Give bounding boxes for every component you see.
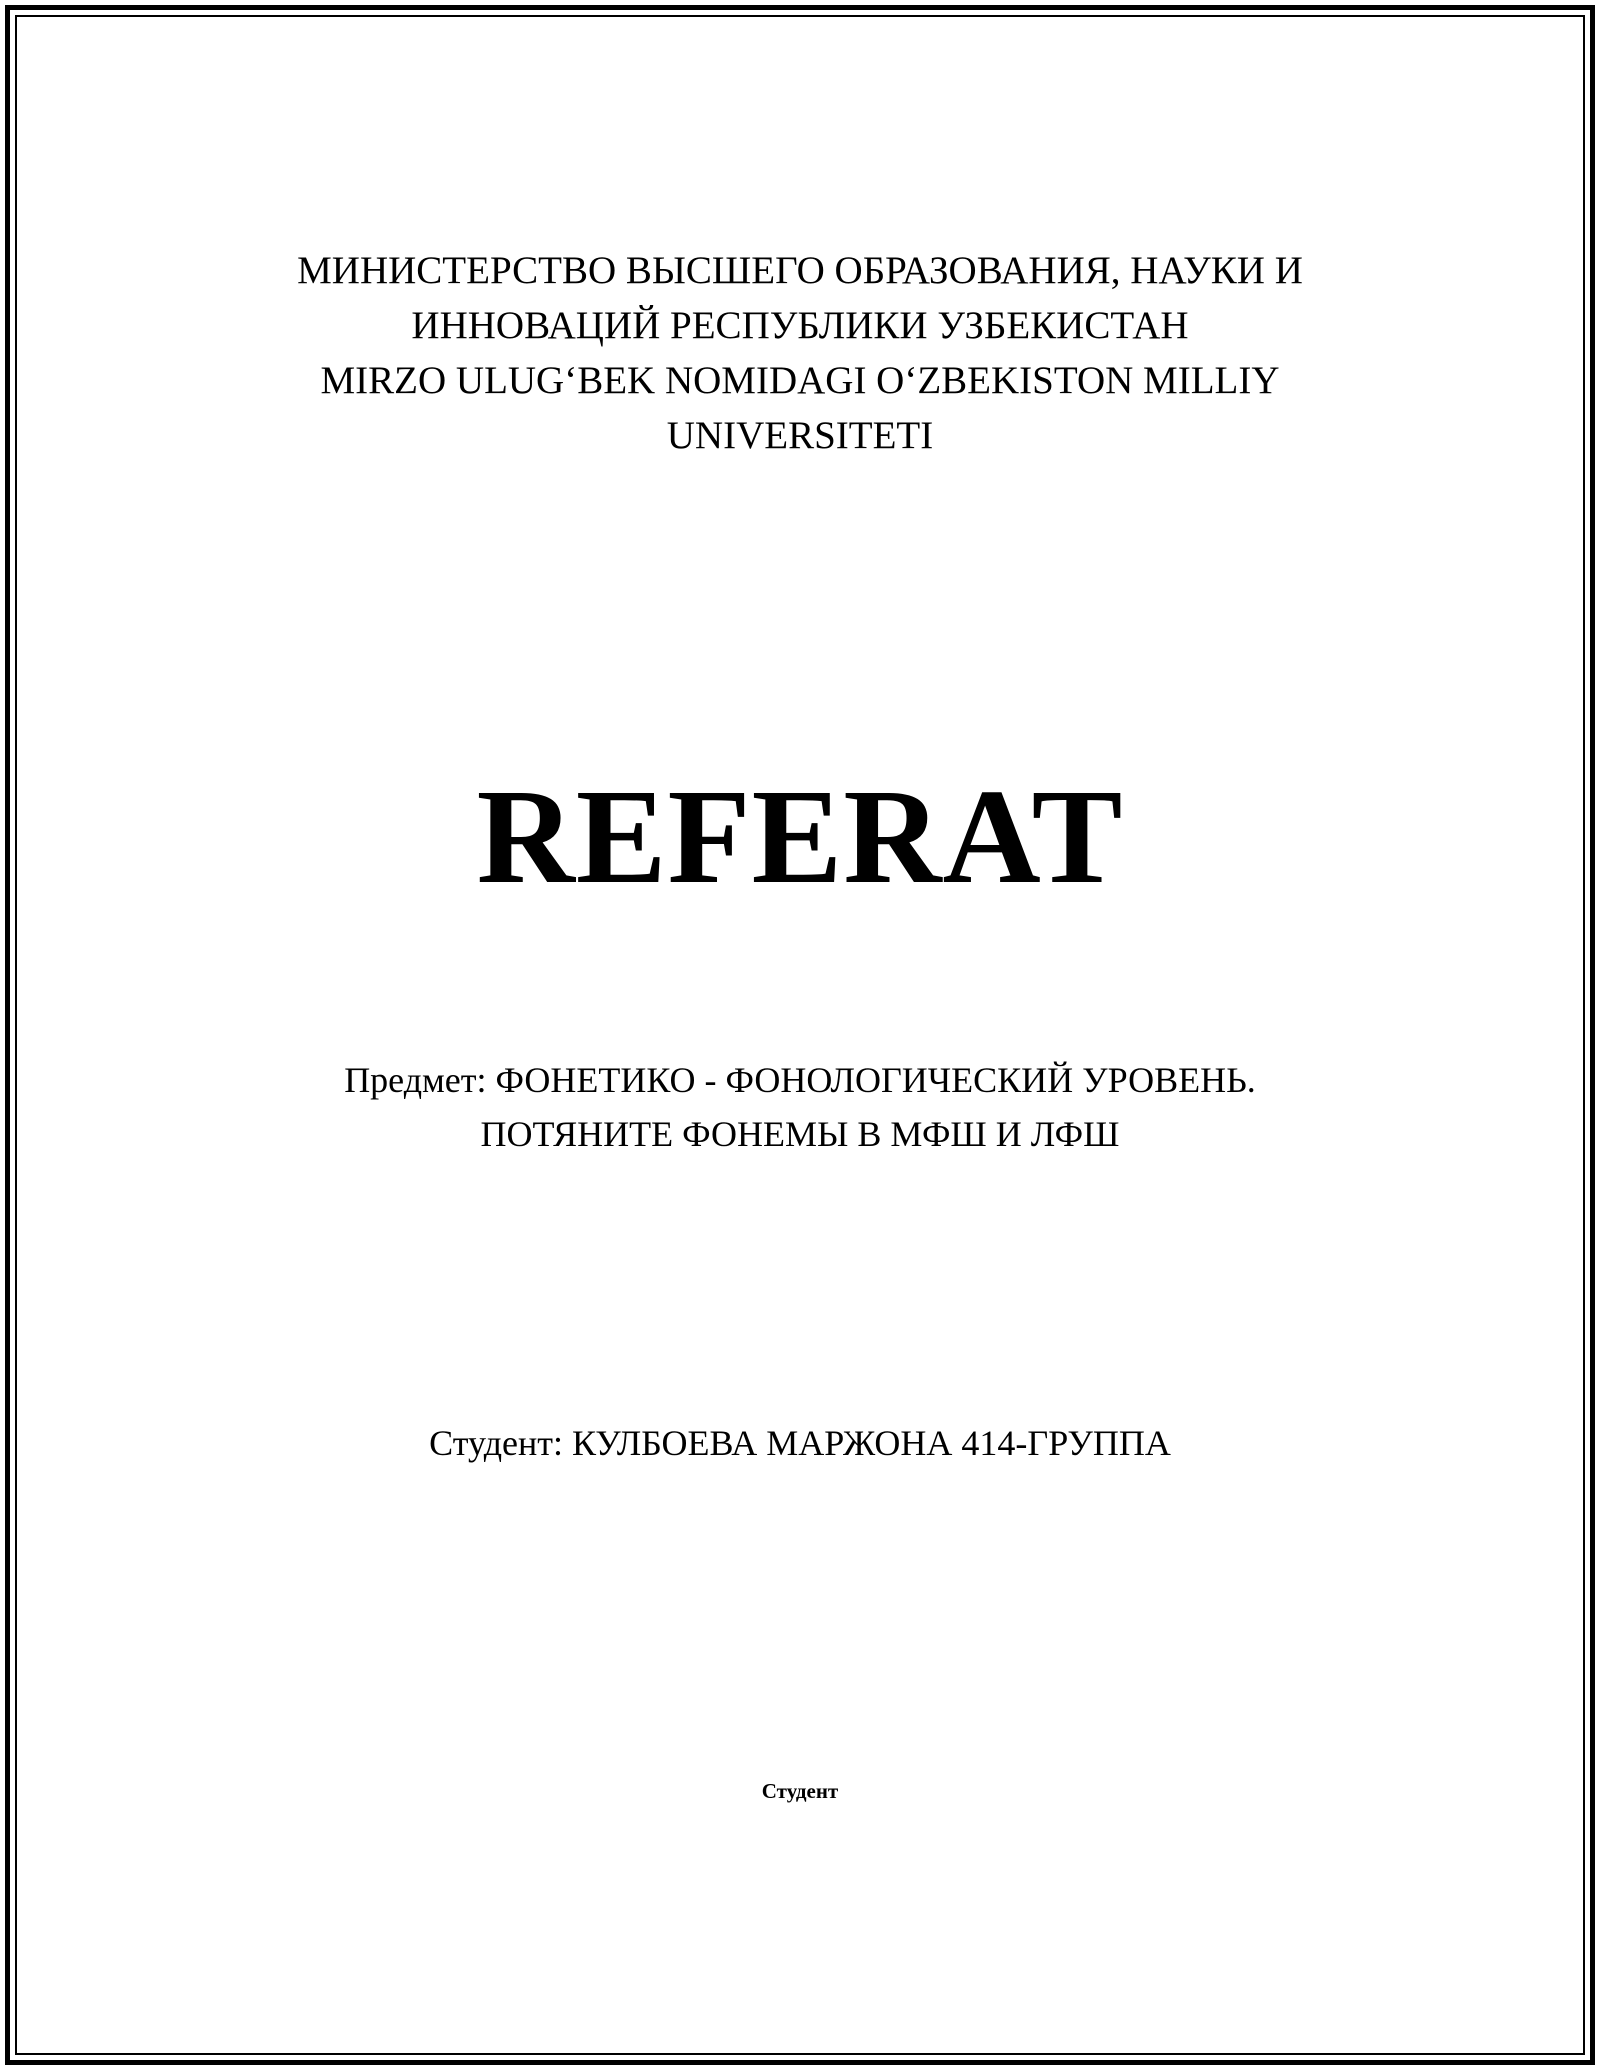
subject-line: ПОТЯНИТЕ ФОНЕМЫ В МФШ И ЛФШ — [480, 1114, 1120, 1154]
institution-header — [0, 243, 1600, 463]
document-title: REFERAT — [476, 762, 1124, 912]
student-label: Студент — [761, 1779, 839, 1803]
institution-line: UNIVERSITETI — [666, 414, 934, 457]
institution-line: МИНИСТЕРСТВО ВЫСШЕГО ОБРАЗОВАНИЯ, НАУКИ И — [297, 249, 1303, 292]
institution-line: MIRZO ULUG‘BEK NOMIDAGI O‘ZBEKISTON MILLIY — [320, 359, 1280, 402]
institution-line: ИННОВАЦИЙ РЕСПУБЛИКИ УЗБЕКИСТАН — [411, 304, 1189, 347]
subject-line: Предмет: ФОНЕТИКО - ФОНОЛОГИЧЕСКИЙ УРОВЕНЬ. — [344, 1060, 1256, 1100]
subject-block — [0, 1053, 1600, 1161]
student-info: Студент: КУЛБОЕВА МАРЖОНА 414-ГРУППА — [429, 1423, 1171, 1463]
